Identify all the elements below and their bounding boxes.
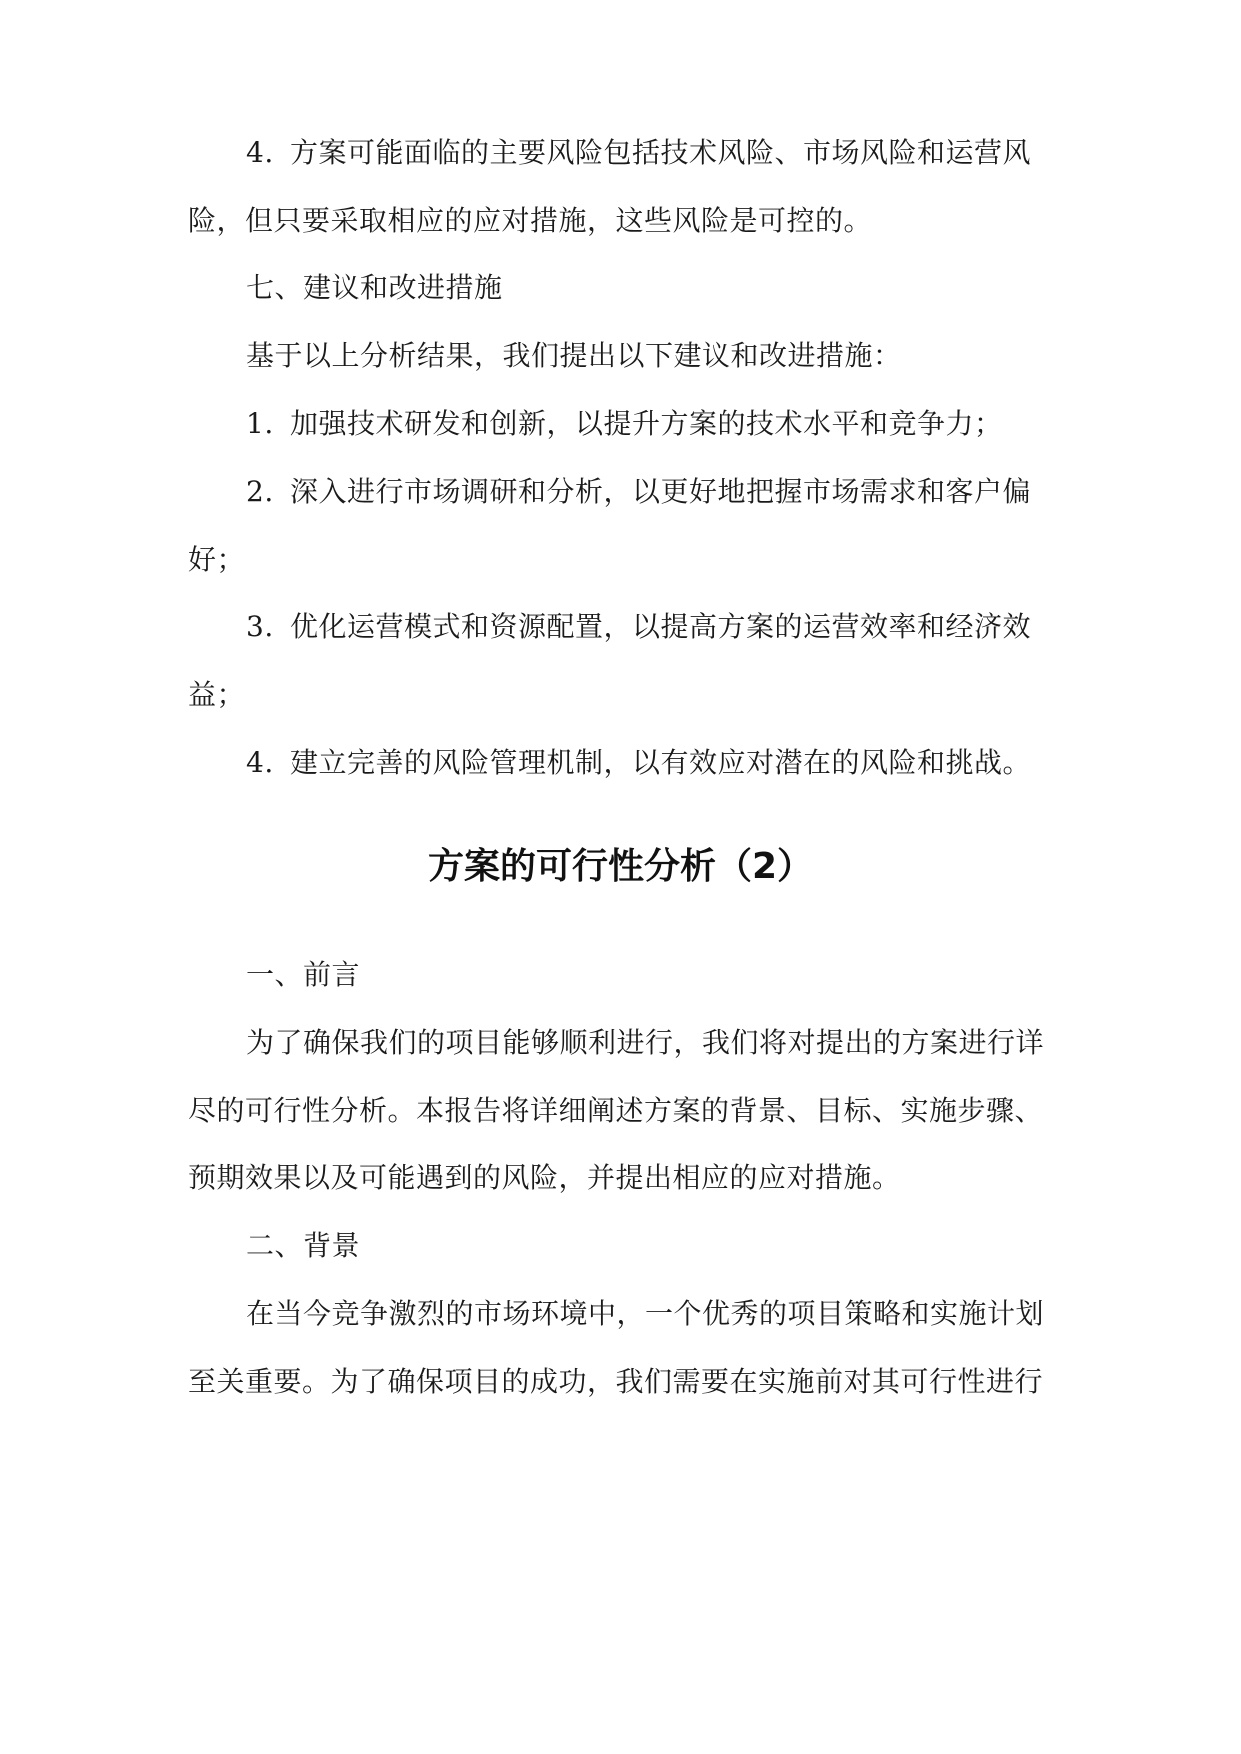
preface-line-1: 为了确保我们的项目能够顺利进行，我们将对提出的方案进行详: [246, 1026, 1045, 1059]
list-number: 4.: [246, 136, 274, 169]
suggestion-item-2: [246, 472, 1068, 512]
list-text: 深入进行市场调研和分析，以更好地把握市场需求和客户偏: [290, 475, 1032, 508]
section-heading-preface: 一、前言: [246, 958, 361, 991]
list-text: 方案可能面临的主要风险包括技术风险、市场风险和运营风: [290, 136, 1032, 169]
list-number: 3.: [246, 610, 274, 643]
list-text: 建立完善的风险管理机制，以有效应对潜在的风险和挑战。: [290, 746, 1032, 779]
suggestion-item-3: [246, 607, 1068, 647]
suggestion-item-4: [246, 743, 1068, 783]
list-text: 加强技术研发和创新，以提升方案的技术水平和竞争力；: [290, 407, 1003, 440]
suggestion-item-1: [246, 404, 1068, 444]
document-title: 方案的可行性分析（2）: [427, 846, 814, 887]
background-line-2: 至关重要。为了确保项目的成功，我们需要在实施前对其可行性进行: [188, 1365, 1044, 1398]
suggestion-item-3-continued: 益；: [188, 678, 246, 711]
suggestions-intro: 基于以上分析结果，我们提出以下建议和改进措施：: [246, 339, 902, 372]
background-line-1: 在当今竞争激烈的市场环境中，一个优秀的项目策略和实施计划: [246, 1297, 1045, 1330]
suggestion-item-2-continued: 好；: [188, 543, 246, 576]
preface-line-2: 尽的可行性分析。本报告将详细阐述方案的背景、目标、实施步骤、: [188, 1094, 1044, 1127]
risk-item-line-1: [246, 133, 1068, 173]
section-heading-seven: 七、建议和改进措施: [246, 271, 503, 304]
list-number: 4.: [246, 746, 274, 779]
list-number: 2.: [246, 475, 274, 508]
list-number: 1.: [246, 407, 274, 440]
section-heading-background: 二、背景: [246, 1229, 361, 1262]
risk-item-line-2: 险，但只要采取相应的应对措施，这些风险是可控的。: [188, 204, 873, 237]
preface-line-3: 预期效果以及可能遇到的风险，并提出相应的应对措施。: [188, 1161, 901, 1194]
list-text: 优化运营模式和资源配置，以提高方案的运营效率和经济效: [290, 610, 1032, 643]
